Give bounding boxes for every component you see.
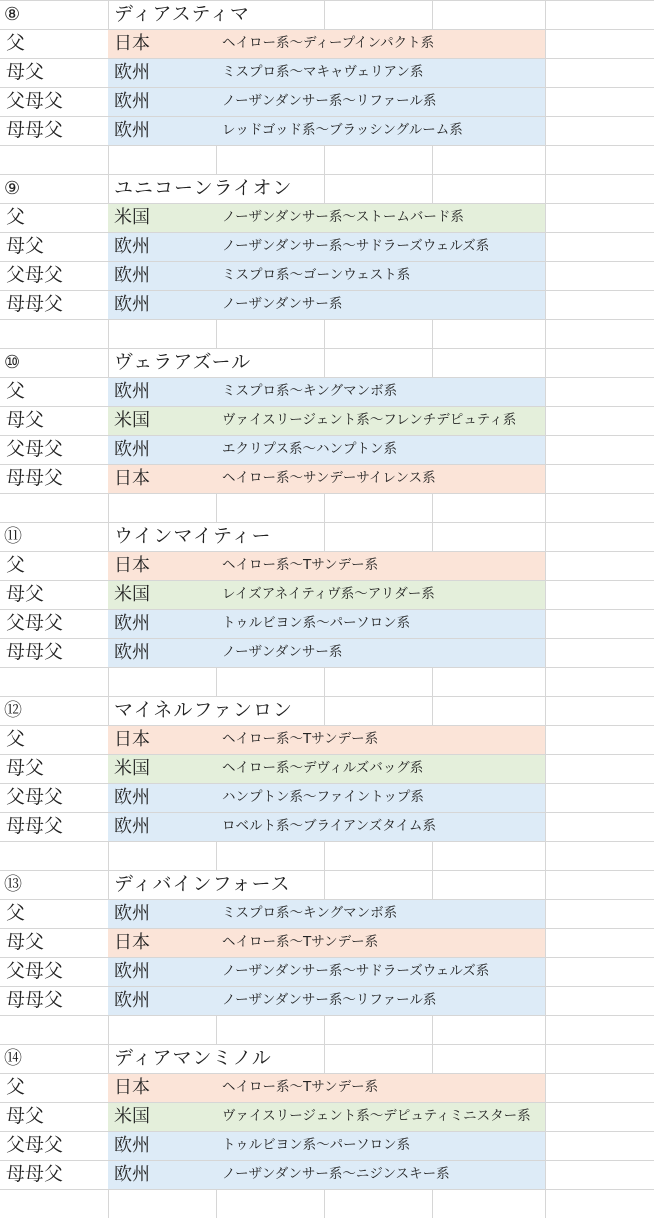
grid-col-line: [545, 667, 546, 696]
grid-col-line: [545, 1189, 546, 1218]
grid-col-line: [545, 522, 546, 551]
grid-col-line: [432, 319, 433, 348]
grid-col-line: [324, 1015, 325, 1044]
region-cell: 米国: [114, 1106, 150, 1127]
region-cell: 欧州: [114, 265, 150, 286]
grid-col-line: [324, 667, 325, 696]
sire-line-cell: トゥルビヨン系～パーソロン系: [222, 1137, 411, 1153]
grid-col-line: [545, 783, 546, 812]
grid-col-line: [432, 0, 433, 29]
grid-col-line: [216, 1189, 217, 1218]
horse-header-row[interactable]: [0, 348, 654, 377]
grid-col-line: [432, 145, 433, 174]
pedigree-row[interactable]: [0, 1102, 654, 1131]
sire-line-cell: ミスプロ系～マキャヴェリアン系: [222, 64, 424, 80]
grid-col-line: [545, 638, 546, 667]
grid-col-line: [545, 261, 546, 290]
sire-line-cell: ロベルト系～ブライアンズタイム系: [222, 818, 436, 834]
sire-line-cell: ミスプロ系～ゴーンウェスト系: [222, 267, 411, 283]
region-cell: 欧州: [114, 439, 150, 460]
region-cell: 日本: [114, 932, 150, 953]
region-cell: 欧州: [114, 961, 150, 982]
horse-number: ⑬: [4, 874, 22, 895]
grid-col-line: [432, 348, 433, 377]
grid-col-line: [432, 1189, 433, 1218]
grid-col-line: [432, 493, 433, 522]
relation-label: 父母父: [6, 90, 64, 112]
horse-name: ウインマイティー: [114, 525, 272, 547]
grid-col-line: [324, 174, 325, 203]
region-cell: 欧州: [114, 62, 150, 83]
region-cell: 欧州: [114, 1135, 150, 1156]
horse-name: ユニコーンライオン: [114, 177, 293, 199]
pedigree-row[interactable]: [0, 406, 654, 435]
horse-header-row[interactable]: [0, 174, 654, 203]
sire-line-cell: レイズアネイティヴ系～アリダー系: [222, 586, 435, 602]
grid-col-line: [545, 1160, 546, 1189]
sire-line-cell: ノーザンダンサー系～ストームバード系: [222, 209, 464, 225]
grid-row-line: [0, 1015, 654, 1016]
grid-col-line: [545, 174, 546, 203]
grid-col-line: [545, 696, 546, 725]
sire-line-cell: ヘイロー系～ディープインパクト系: [222, 35, 435, 51]
grid-col-line: [545, 1102, 546, 1131]
sire-line-cell: レッドゴッド系～ブラッシングルーム系: [222, 122, 463, 138]
sire-line-cell: ミスプロ系～キングマンボ系: [222, 905, 398, 921]
pedigree-row[interactable]: [0, 261, 654, 290]
relation-label: 母母父: [6, 119, 64, 141]
sire-line-cell: ノーザンダンサー系～リファール系: [222, 93, 437, 109]
sire-line-cell: ヘイロー系～Tサンデー系: [222, 1079, 379, 1095]
grid-row-line: [0, 319, 654, 320]
grid-col-line: [545, 87, 546, 116]
horse-number: ⑧: [4, 4, 21, 25]
grid-col-line: [324, 1044, 325, 1073]
relation-label: 父: [6, 554, 26, 576]
region-cell: 米国: [114, 410, 150, 431]
relation-label: 父: [6, 32, 26, 54]
region-cell: 欧州: [114, 990, 150, 1011]
grid-col-line: [545, 116, 546, 145]
horse-header-row[interactable]: [0, 1044, 654, 1073]
region-cell: 欧州: [114, 91, 150, 112]
grid-col-line: [432, 870, 433, 899]
pedigree-row[interactable]: [0, 29, 654, 58]
relation-label: 父母父: [6, 1134, 64, 1156]
horse-name: ディバインフォース: [114, 873, 291, 895]
sire-line-cell: ノーザンダンサー系～サドラーズウェルズ系: [222, 238, 490, 254]
grid-col-line: [545, 145, 546, 174]
grid-col-line: [545, 0, 546, 29]
relation-label: 母母父: [6, 641, 64, 663]
sire-line-cell: ヘイロー系～サンデーサイレンス系: [222, 470, 436, 486]
pedigree-row[interactable]: [0, 899, 654, 928]
grid-col-line: [324, 0, 325, 29]
grid-col-line: [545, 986, 546, 1015]
region-cell: 米国: [114, 758, 150, 779]
sire-line-cell: ヘイロー系～Tサンデー系: [222, 934, 379, 950]
grid-col-line: [432, 174, 433, 203]
region-cell: 米国: [114, 207, 150, 228]
sire-line-cell: ハンプトン系～ファイントップ系: [222, 789, 424, 805]
sire-line-cell: ヘイロー系～Tサンデー系: [222, 557, 379, 573]
horse-name: マイネルファンロン: [114, 699, 294, 721]
grid-col-line: [324, 696, 325, 725]
grid-col-line: [545, 725, 546, 754]
sire-line-cell: ノーザンダンサー系: [222, 644, 343, 660]
pedigree-row[interactable]: [0, 812, 654, 841]
grid-col-line: [545, 841, 546, 870]
region-cell: 欧州: [114, 787, 150, 808]
relation-label: 父: [6, 728, 26, 750]
grid-col-line: [216, 667, 217, 696]
horse-number: ⑨: [4, 178, 21, 199]
grid-col-line: [432, 522, 433, 551]
grid-col-line: [545, 493, 546, 522]
grid-col-line: [545, 406, 546, 435]
relation-label: 母父: [6, 1105, 45, 1127]
grid-col-line: [216, 319, 217, 348]
relation-label: 母父: [6, 61, 45, 83]
pedigree-row[interactable]: [0, 1073, 654, 1102]
grid-col-line: [324, 145, 325, 174]
grid-col-line: [545, 435, 546, 464]
grid-col-line: [545, 29, 546, 58]
relation-label: 父母父: [6, 960, 64, 982]
grid-col-line: [432, 696, 433, 725]
grid-col-line: [545, 957, 546, 986]
relation-label: 父: [6, 1076, 26, 1098]
grid-col-line: [324, 841, 325, 870]
grid-col-line: [545, 1131, 546, 1160]
grid-col-line: [545, 203, 546, 232]
grid-col-line: [216, 1015, 217, 1044]
relation-label: 父母父: [6, 438, 64, 460]
grid-col-line: [216, 841, 217, 870]
horse-header-row[interactable]: [0, 522, 654, 551]
horse-number: ⑫: [4, 700, 22, 721]
pedigree-row[interactable]: [0, 986, 654, 1015]
pedigree-row[interactable]: [0, 754, 654, 783]
grid-col-line: [545, 812, 546, 841]
relation-label: 母父: [6, 409, 45, 431]
grid-col-line: [432, 841, 433, 870]
horse-header-row[interactable]: [0, 696, 654, 725]
relation-label: 父母父: [6, 264, 64, 286]
sire-line-cell: ノーザンダンサー系～ニジンスキー系: [222, 1166, 450, 1182]
grid-col-line: [545, 754, 546, 783]
sire-line-cell: ノーザンダンサー系～サドラーズウェルズ系: [222, 963, 490, 979]
horse-header-row[interactable]: [0, 0, 654, 29]
grid-col-line: [324, 522, 325, 551]
pedigree-row[interactable]: [0, 464, 654, 493]
grid-col-line: [545, 348, 546, 377]
sire-line-cell: エクリプス系～ハンプトン系: [222, 441, 397, 457]
grid-col-line: [432, 667, 433, 696]
relation-label: 父母父: [6, 786, 64, 808]
grid-col-line: [545, 1015, 546, 1044]
pedigree-row[interactable]: [0, 783, 654, 812]
pedigree-row[interactable]: [0, 580, 654, 609]
grid-col-line: [545, 464, 546, 493]
grid-col-line: [108, 145, 109, 174]
grid-col-line: [108, 1189, 109, 1218]
grid-col-line: [545, 377, 546, 406]
grid-col-line: [216, 145, 217, 174]
pedigree-row[interactable]: [0, 116, 654, 145]
pedigree-row[interactable]: [0, 203, 654, 232]
pedigree-row[interactable]: [0, 377, 654, 406]
horse-number: ⑭: [4, 1048, 22, 1069]
region-cell: 欧州: [114, 816, 150, 837]
pedigree-row[interactable]: [0, 435, 654, 464]
relation-label: 母母父: [6, 989, 64, 1011]
pedigree-row[interactable]: [0, 725, 654, 754]
horse-number: ⑪: [4, 526, 22, 547]
grid-col-line: [324, 1189, 325, 1218]
region-cell: 欧州: [114, 1164, 150, 1185]
region-cell: 日本: [114, 729, 150, 750]
relation-label: 母母父: [6, 467, 64, 489]
grid-col-line: [545, 580, 546, 609]
pedigree-row[interactable]: [0, 609, 654, 638]
grid-row-line: [0, 493, 654, 494]
grid-row-line: [0, 841, 654, 842]
grid-row-line: [0, 667, 654, 668]
relation-label: 父: [6, 380, 26, 402]
horse-header-row[interactable]: [0, 870, 654, 899]
horse-name: ディアマンミノル: [114, 1047, 272, 1069]
grid-col-line: [108, 1015, 109, 1044]
relation-label: 父: [6, 206, 26, 228]
sire-line-cell: ヴァイスリージェント系～フレンチデピュティ系: [222, 412, 517, 428]
grid-col-line: [545, 928, 546, 957]
sire-line-cell: ヘイロー系～Tサンデー系: [222, 731, 379, 747]
region-cell: 欧州: [114, 381, 150, 402]
region-cell: 日本: [114, 33, 150, 54]
region-cell: 欧州: [114, 120, 150, 141]
region-cell: 日本: [114, 555, 150, 576]
pedigree-row[interactable]: [0, 58, 654, 87]
grid-col-line: [108, 493, 109, 522]
region-cell: 日本: [114, 1077, 150, 1098]
sire-line-cell: ノーザンダンサー系: [222, 296, 343, 312]
pedigree-row[interactable]: [0, 928, 654, 957]
grid-col-line: [545, 232, 546, 261]
relation-label: 母父: [6, 583, 45, 605]
grid-col-line: [545, 870, 546, 899]
relation-label: 母父: [6, 931, 45, 953]
relation-label: 母父: [6, 235, 45, 257]
grid-col-line: [545, 1073, 546, 1102]
horse-number: ⑩: [4, 352, 21, 373]
region-cell: 欧州: [114, 294, 150, 315]
grid-row-line: [0, 145, 654, 146]
grid-col-line: [432, 1015, 433, 1044]
region-cell: 米国: [114, 584, 150, 605]
relation-label: 母父: [6, 757, 45, 779]
relation-label: 母母父: [6, 293, 64, 315]
grid-col-line: [108, 319, 109, 348]
pedigree-row[interactable]: [0, 638, 654, 667]
relation-label: 母母父: [6, 815, 64, 837]
grid-col-line: [545, 1044, 546, 1073]
pedigree-row[interactable]: [0, 1131, 654, 1160]
grid-col-line: [545, 319, 546, 348]
grid-col-line: [545, 58, 546, 87]
horse-name: ヴェラアズール: [114, 351, 252, 373]
sire-line-cell: ヘイロー系～デヴィルズバッグ系: [222, 760, 424, 776]
sire-line-cell: ミスプロ系～キングマンボ系: [222, 383, 398, 399]
relation-label: 父: [6, 902, 26, 924]
pedigree-row[interactable]: [0, 551, 654, 580]
region-cell: 欧州: [114, 903, 150, 924]
region-cell: 日本: [114, 468, 150, 489]
pedigree-row[interactable]: [0, 957, 654, 986]
grid-col-line: [324, 348, 325, 377]
grid-col-line: [108, 667, 109, 696]
relation-label: 父母父: [6, 612, 64, 634]
grid-col-line: [545, 899, 546, 928]
sire-line-cell: ヴァイスリージェント系～デピュティミニスター系: [222, 1108, 531, 1124]
pedigree-row[interactable]: [0, 87, 654, 116]
grid-col-line: [324, 493, 325, 522]
pedigree-row[interactable]: [0, 1160, 654, 1189]
grid-col-line: [324, 870, 325, 899]
grid-col-line: [545, 290, 546, 319]
horse-name: ディアスティマ: [114, 3, 250, 25]
grid-col-line: [545, 551, 546, 580]
grid-col-line: [432, 1044, 433, 1073]
sire-line-cell: トゥルビヨン系～パーソロン系: [222, 615, 411, 631]
sire-line-cell: ノーザンダンサー系～リファール系: [222, 992, 437, 1008]
grid-col-line: [216, 493, 217, 522]
region-cell: 欧州: [114, 613, 150, 634]
grid-col-line: [108, 841, 109, 870]
relation-label: 母母父: [6, 1163, 64, 1185]
pedigree-row[interactable]: [0, 232, 654, 261]
pedigree-row[interactable]: [0, 290, 654, 319]
grid-col-line: [545, 609, 546, 638]
region-cell: 欧州: [114, 236, 150, 257]
grid-col-line: [324, 319, 325, 348]
region-cell: 欧州: [114, 642, 150, 663]
